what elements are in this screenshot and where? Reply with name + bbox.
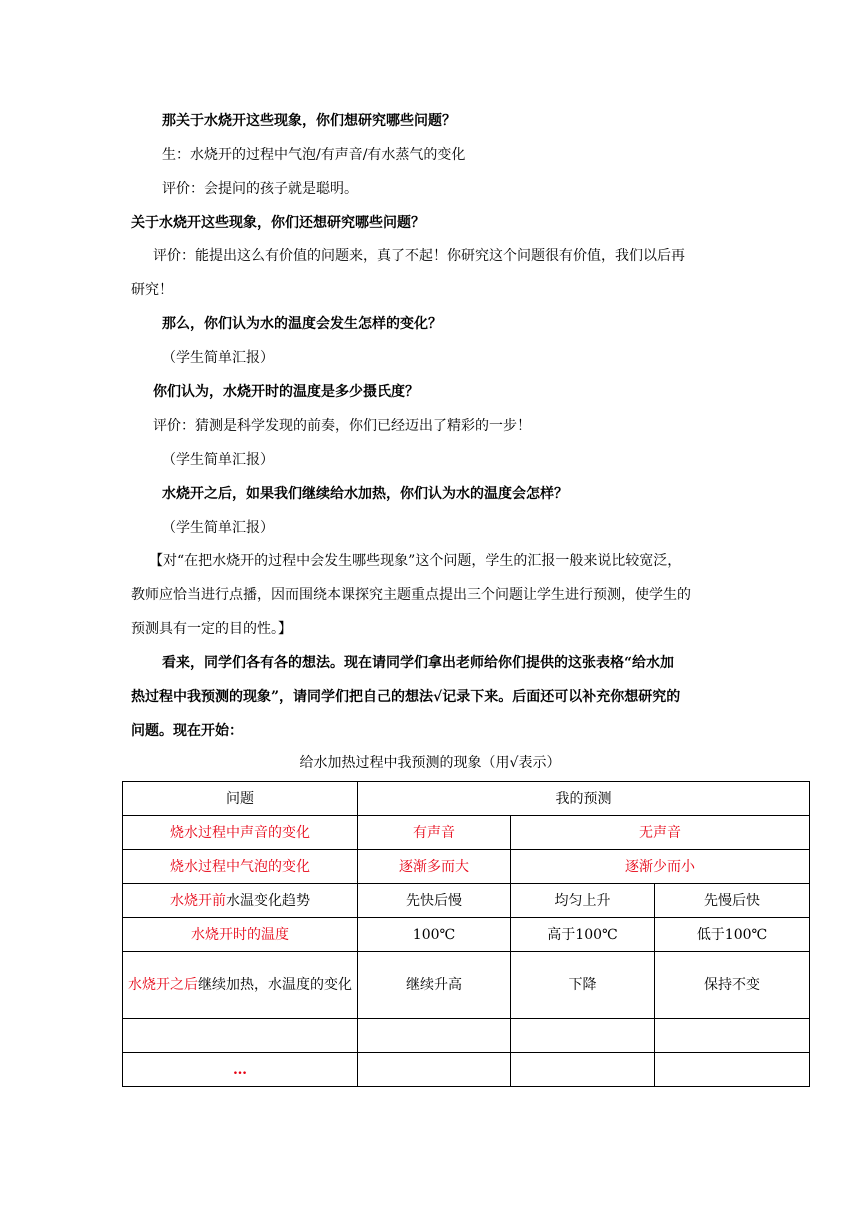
question-trend-rest: 水温变化趋势 <box>226 892 310 909</box>
table-caption: 给水加热过程中我预测的现象（用√表示） <box>299 755 561 771</box>
header-question: 问题 <box>123 782 358 816</box>
paragraph-2: 生：水烧开的过程中气泡/有声音/有水蒸气的变化 <box>162 147 466 163</box>
cell-empty-4 <box>655 1019 810 1053</box>
paragraph-5: 评价：能提出这么有价值的问题来，真了不起！你研究这个问题很有价值，我们以后再 <box>153 248 685 264</box>
cell-after-c: 保持不变 <box>655 952 810 1019</box>
cell-ellipsis-4 <box>655 1053 810 1087</box>
paragraph-4: 关于水烧开这些现象，你们还想研究哪些问题？ <box>131 215 425 231</box>
paragraph-18: 热过程中我预测的现象”，请同学们把自己的想法√记录下来。后面还可以补充你想研究的 <box>131 689 681 705</box>
question-trend-highlight: 水烧开前 <box>170 892 226 909</box>
cell-ellipsis: … <box>123 1053 358 1087</box>
paragraph-6: 研究！ <box>131 282 173 298</box>
cell-question-trend <box>123 884 358 918</box>
paragraph-10: 评价：猜测是科学发现的前奏，你们已经迈出了精彩的一步！ <box>153 418 531 434</box>
cell-question-bubble: 烧水过程中气泡的变化 <box>123 850 358 884</box>
cell-trend-a: 先快后慢 <box>358 884 511 918</box>
cell-bubble-a: 逐渐多而大 <box>358 850 511 884</box>
question-after-rest: 继续加热，水温度的变化 <box>198 977 352 993</box>
cell-empty-3 <box>511 1019 655 1053</box>
cell-trend-c: 先慢后快 <box>655 884 810 918</box>
cell-empty-2 <box>358 1019 511 1053</box>
cell-after-a: 继续升高 <box>358 952 511 1019</box>
cell-ellipsis-2 <box>358 1053 511 1087</box>
header-prediction: 我的预测 <box>358 782 810 816</box>
table-row-after <box>123 952 810 1019</box>
paragraph-12: 水烧开之后，如果我们继续给水加热，你们认为水的温度会怎样？ <box>162 486 568 502</box>
cell-boil-b: 高于100℃ <box>511 918 655 952</box>
question-after-highlight: 水烧开之后 <box>128 977 198 993</box>
cell-question-after <box>123 952 358 1019</box>
table-row-trend <box>123 884 810 918</box>
cell-trend-b: 均匀上升 <box>511 884 655 918</box>
cell-empty-1 <box>123 1019 358 1053</box>
cell-boil-a: 100℃ <box>358 918 511 952</box>
cell-ellipsis-3 <box>511 1053 655 1087</box>
paragraph-9: 你们认为，水烧开时的温度是多少摄氏度？ <box>153 384 419 400</box>
prediction-table <box>122 781 810 1087</box>
cell-boil-c: 低于100℃ <box>655 918 810 952</box>
cell-sound-b: 无声音 <box>511 816 810 850</box>
cell-question-sound: 烧水过程中声音的变化 <box>123 816 358 850</box>
table-row-empty <box>123 1019 810 1053</box>
cell-question-boil: 水烧开时的温度 <box>123 918 358 952</box>
table-row-bubble <box>123 850 810 884</box>
paragraph-1: 那关于水烧开这些现象，你们想研究哪些问题？ <box>162 113 456 129</box>
table-row-boil <box>123 918 810 952</box>
cell-after-b: 下降 <box>511 952 655 1019</box>
cell-sound-a: 有声音 <box>358 816 511 850</box>
paragraph-7: 那么，你们认为水的温度会发生怎样的变化？ <box>162 316 442 332</box>
table-row-sound <box>123 816 810 850</box>
table-row-ellipsis <box>123 1053 810 1087</box>
paragraph-17: 看来，同学们各有各的想法。现在请同学们拿出老师给你们提供的这张表格“给水加 <box>162 655 675 671</box>
paragraph-16: 预测具有一定的目的性。】 <box>131 621 292 637</box>
paragraph-14: 【对“在把水烧开的过程中会发生哪些现象”这个问题，学生的汇报一般来说比较宽泛， <box>149 553 682 569</box>
paragraph-15: 教师应恰当进行点播，因而围绕本课探究主题重点提出三个问题让学生进行预测，使学生的 <box>131 587 691 603</box>
cell-bubble-b: 逐渐少而小 <box>511 850 810 884</box>
paragraph-19: 问题。现在开始： <box>131 723 243 739</box>
paragraph-3: 评价：会提问的孩子就是聪明。 <box>162 181 358 197</box>
table-header-row <box>123 782 810 816</box>
paragraph-13: （学生简单汇报） <box>162 520 274 536</box>
paragraph-8: （学生简单汇报） <box>162 350 274 366</box>
paragraph-11: （学生简单汇报） <box>162 452 274 468</box>
